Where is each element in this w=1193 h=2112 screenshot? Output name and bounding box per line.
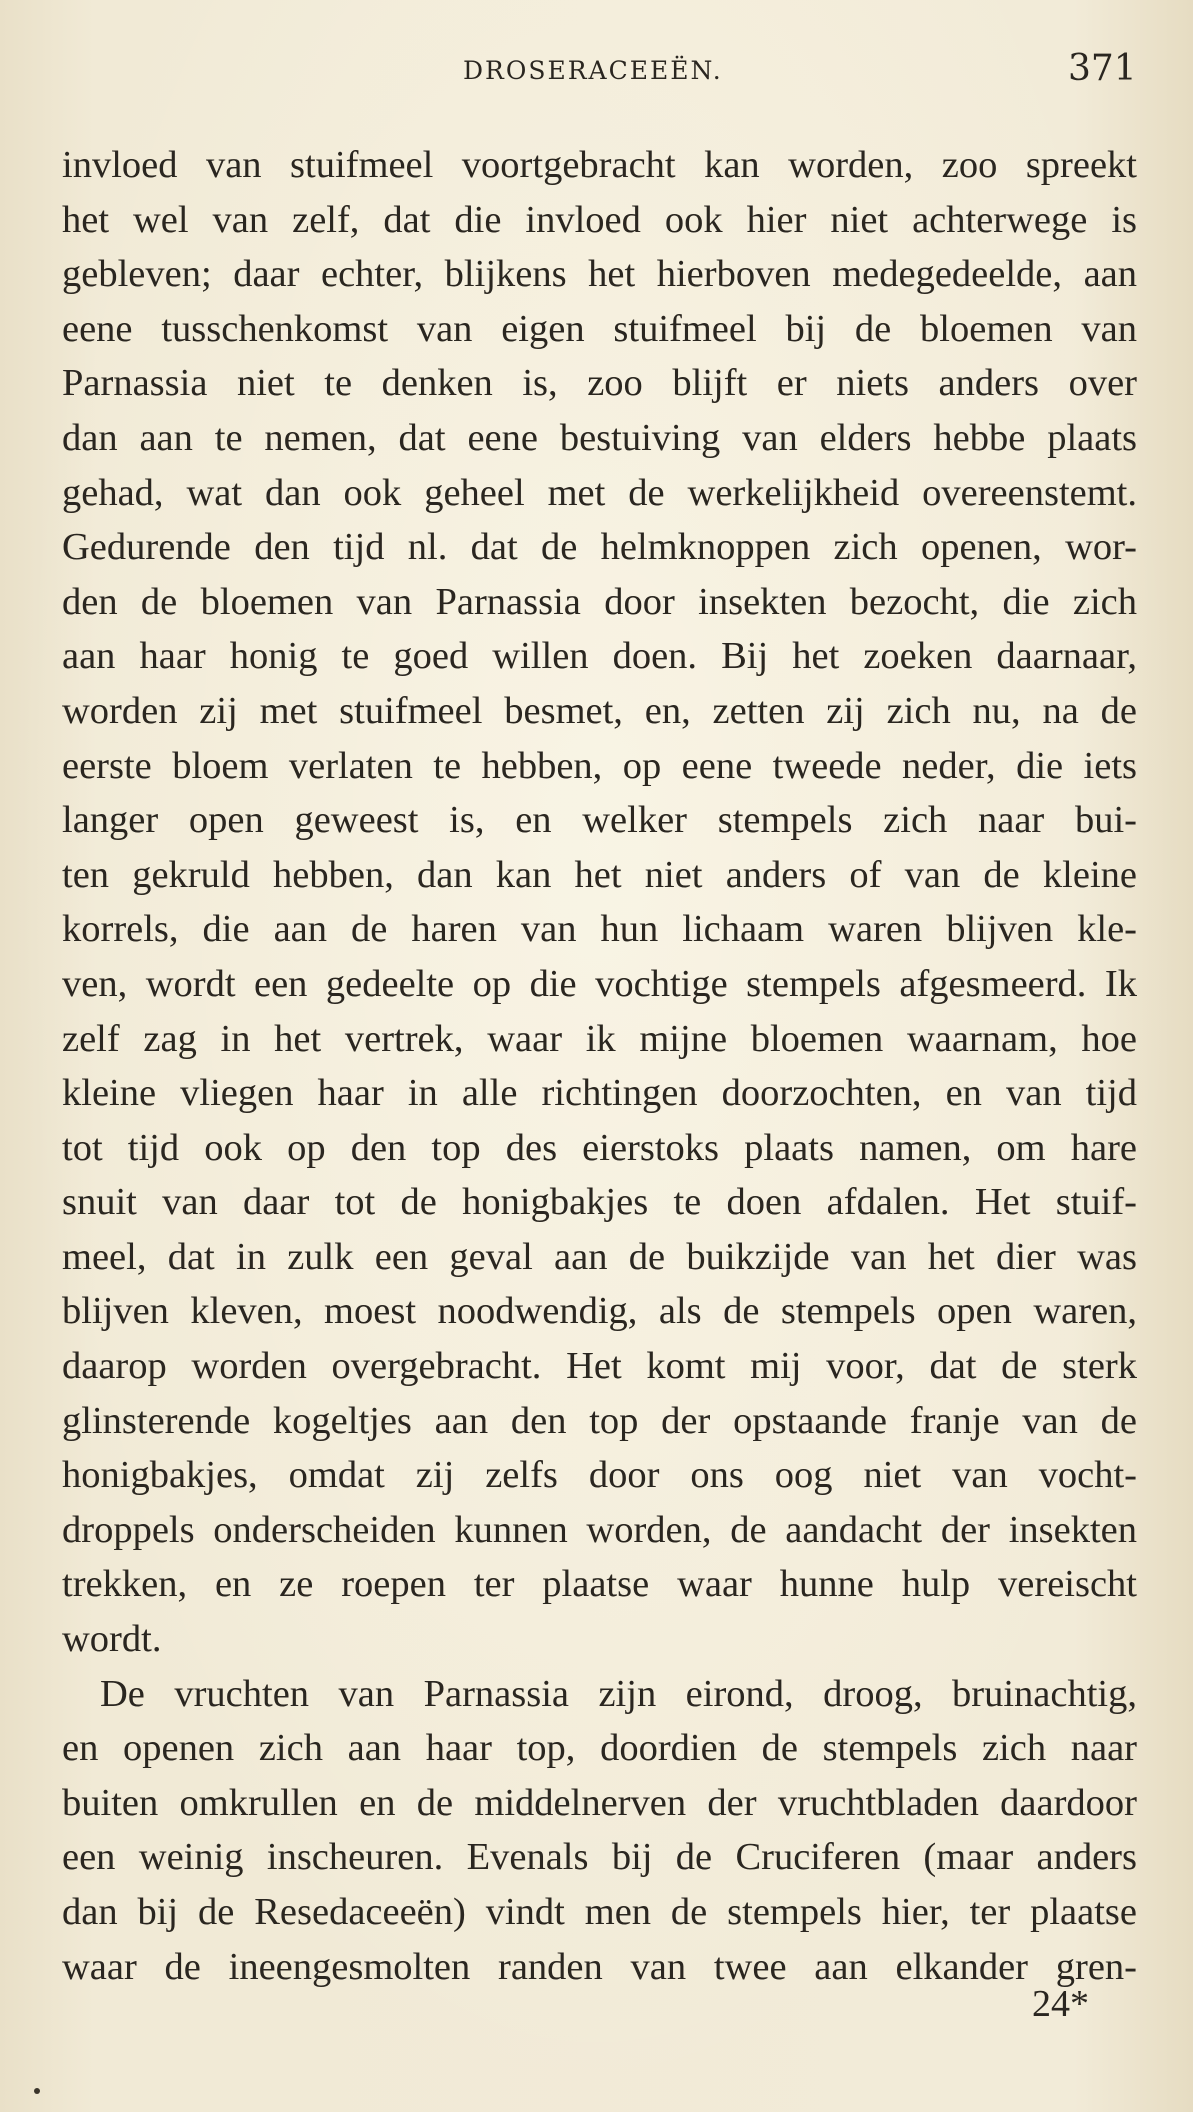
text-line: Parnassia niet te denken is, zoo blijft er niets anders over: [62, 362, 1137, 405]
text-line: worden zij met stuifmeel besmet, en, zetten zij zich nu, na de: [62, 689, 1137, 732]
running-title: DROSERACEEËN.: [463, 56, 723, 85]
text-line: trekken, en ze roepen ter plaatse waar hunne hulp vereischt: [62, 1563, 1137, 1606]
text-line: zelf zag in het vertrek, waar ik mijne bloemen waarnam, hoe: [62, 1017, 1137, 1060]
signature-mark: 24*: [1032, 1983, 1089, 2025]
text-line: aan haar honig te goed willen doen. Bij het zoeken daarnaar,: [62, 635, 1137, 678]
text-line: meel, dat in zulk een geval aan de buikzijde van het dier was: [62, 1235, 1137, 1278]
text-line: dan bij de Resedaceeën) vindt men de stempels hier, ter plaatse: [62, 1891, 1137, 1933]
text-line: dan aan te nemen, dat eene bestuiving van elders hebbe plaats: [62, 416, 1137, 459]
print-speck: [34, 2088, 40, 2094]
text-line: ven, wordt een gedeelte op die vochtige stempels afgesmeerd. Ik: [62, 962, 1137, 1005]
text-line: korrels, die aan de haren van hun lichaam waren blijven kle-: [62, 908, 1137, 951]
text-line: gehad, wat dan ook geheel met de werkelijkheid overeenstemt.: [62, 471, 1137, 514]
text-line: eene tusschenkomst van eigen stuifmeel bij de bloemen van: [62, 307, 1137, 350]
body-text: [62, 138, 1137, 1994]
text-line: een weinig inscheuren. Evenals bij de Cruciferen (maar anders: [62, 1836, 1137, 1879]
text-line: ten gekruld hebben, dan kan het niet anders of van de kleine: [62, 853, 1137, 896]
paragraph-start-line: De vruchten van Parnassia zijn eirond, droog, bruinachtig,: [100, 1672, 1137, 1715]
text-line: honigbakjes, omdat zij zelfs door ons oog niet van vocht-: [62, 1454, 1137, 1497]
running-head: [0, 48, 1193, 98]
text-line: blijven kleven, moest noodwendig, als de stempels open waren,: [62, 1290, 1137, 1333]
text-line: het wel van zelf, dat die invloed ook hier niet achterwege is: [62, 198, 1137, 241]
text-line: langer open geweest is, en welker stempels zich naar bui-: [62, 799, 1137, 842]
text-line: kleine vliegen haar in alle richtingen doorzochten, en van tijd: [62, 1072, 1137, 1115]
text-line: eerste bloem verlaten te hebben, op eene tweede neder, die iets: [62, 744, 1137, 787]
text-line: glinsterende kogeltjes aan den top der opstaande franje van de: [62, 1399, 1137, 1442]
text-line: buiten omkrullen en de middelnerven der vruchtbladen daardoor: [62, 1781, 1137, 1824]
text-line: invloed van stuifmeel voortgebracht kan worden, zoo spreekt: [62, 144, 1137, 186]
text-line: droppels onderscheiden kunnen worden, de aandacht der insekten: [62, 1508, 1137, 1551]
text-line: Gedurende den tijd nl. dat de helmknoppen zich openen, wor-: [62, 526, 1137, 569]
text-line: en openen zich aan haar top, doordien de stempels zich naar: [62, 1727, 1137, 1770]
text-line: den de bloemen van Parnassia door insekten bezocht, die zich: [62, 580, 1137, 623]
text-line: snuit van daar tot de honigbakjes te doen afdalen. Het stuif-: [62, 1181, 1137, 1224]
text-line: daarop worden overgebracht. Het komt mij voor, dat de sterk: [62, 1345, 1137, 1388]
paragraph-end-line: wordt.: [62, 1618, 162, 1661]
text-line: waar de ineengesmolten randen van twee aan elkander gren-: [62, 1945, 1137, 1988]
text-line: tot tijd ook op den top des eierstoks plaats namen, om hare: [62, 1126, 1137, 1169]
page-number: 371: [1068, 48, 1137, 89]
text-line: gebleven; daar echter, blijkens het hierboven medegedeelde, aan: [62, 253, 1137, 296]
